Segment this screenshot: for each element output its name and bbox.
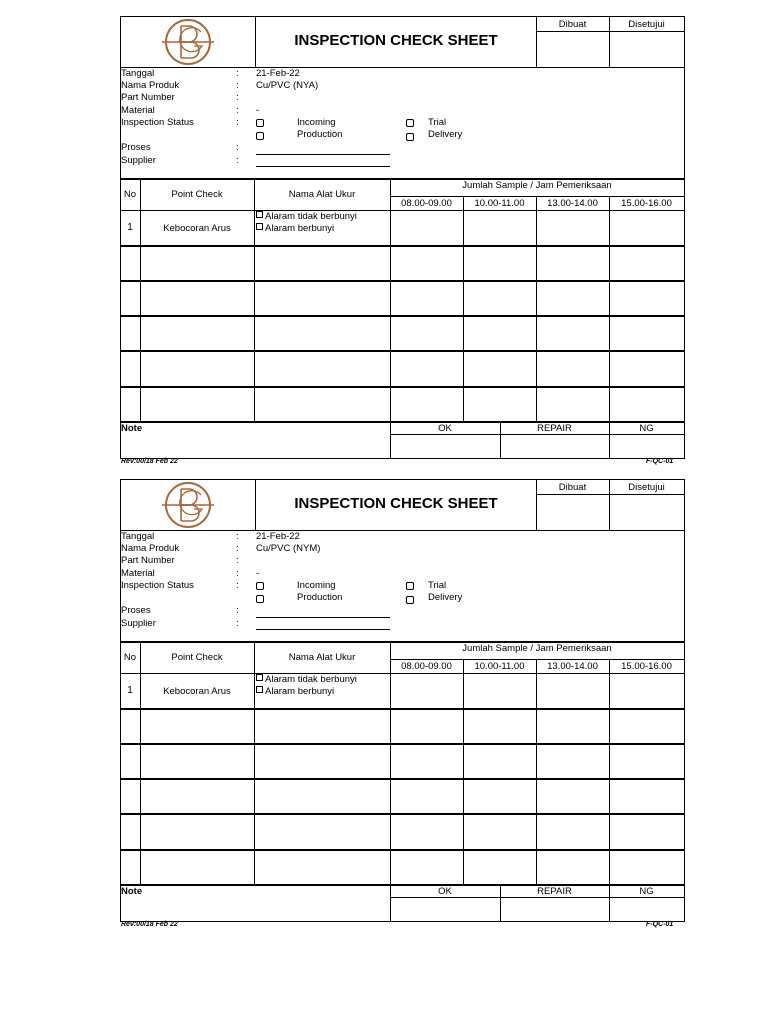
note-label: Note	[121, 423, 143, 434]
production-checkbox[interactable]	[256, 595, 264, 603]
field-value-material[interactable]: -	[256, 105, 260, 116]
time-header: 08.00-09.00	[401, 661, 452, 672]
note-label: Note	[121, 886, 143, 897]
col-point-header: Point Check	[171, 652, 223, 663]
field-sep: :	[236, 568, 239, 579]
option-checkbox[interactable]	[256, 674, 263, 681]
option-checkbox[interactable]	[256, 223, 263, 230]
field-label-nama-produk: Nama Produk	[121, 543, 180, 554]
trial-label: Trial	[428, 117, 447, 128]
col-tool-header: Nama Alat Ukur	[288, 189, 356, 200]
col-no-header: No	[123, 189, 137, 200]
field-label-proses: Proses	[121, 142, 151, 153]
proses-field-line[interactable]	[256, 617, 390, 618]
production-label: Production	[297, 129, 343, 140]
option-checkbox[interactable]	[256, 211, 263, 218]
field-sep: :	[236, 618, 239, 629]
field-value-material[interactable]: -	[256, 568, 260, 579]
delivery-label: Delivery	[428, 592, 463, 603]
dibuat-label: Dibuat	[558, 482, 587, 493]
tool-option-2-label: Alaram berbunyi	[265, 686, 335, 697]
inspection-sheet	[0, 0, 768, 465]
sheet-frame	[120, 16, 685, 459]
proses-field-line[interactable]	[256, 154, 390, 155]
field-value-tanggal[interactable]: 21-Feb-22	[256, 68, 300, 79]
field-value-nama-produk[interactable]: Cu/PVC (NYM)	[256, 543, 321, 554]
field-value-tanggal[interactable]: 21-Feb-22	[256, 531, 300, 542]
field-sep: :	[236, 605, 239, 616]
trial-label: Trial	[428, 580, 447, 591]
field-value-nama-produk[interactable]: Cu/PVC (NYA)	[256, 80, 319, 91]
logo-icon	[160, 481, 216, 529]
tool-option-1-label: Alaram tidak berbunyi	[265, 674, 357, 685]
incoming-checkbox[interactable]	[256, 582, 264, 590]
company-logo	[160, 18, 216, 66]
field-sep: :	[236, 80, 239, 91]
revision-text: Rev:00/18 Feb 22	[121, 458, 178, 465]
ok-label: OK	[438, 423, 452, 434]
row-no: 1	[127, 685, 133, 696]
revision-text: Rev:00/18 Feb 22	[121, 921, 178, 928]
row-no: 1	[127, 222, 133, 233]
tool-option-1[interactable]	[256, 211, 357, 222]
field-label-proses: Proses	[121, 605, 151, 616]
tool-option-1[interactable]	[256, 674, 357, 685]
col-sample-header: Jumlah Sample / Jam Pemeriksaan	[462, 643, 612, 654]
production-label: Production	[297, 592, 343, 603]
repair-label: REPAIR	[537, 423, 572, 434]
inspection-sheet	[0, 463, 768, 928]
logo-icon	[160, 18, 216, 66]
delivery-checkbox[interactable]	[406, 596, 414, 604]
tool-option-2[interactable]	[256, 686, 334, 697]
delivery-checkbox[interactable]	[406, 133, 414, 141]
time-header: 13.00-14.00	[547, 198, 598, 209]
trial-checkbox[interactable]	[406, 119, 414, 127]
row-point-check: Kebocoran Arus	[163, 223, 231, 234]
col-tool-header: Nama Alat Ukur	[288, 652, 356, 663]
page-title: INSPECTION CHECK SHEET	[294, 495, 498, 512]
supplier-field-line[interactable]	[256, 629, 390, 630]
trial-checkbox[interactable]	[406, 582, 414, 590]
field-sep: :	[236, 543, 239, 554]
ok-label: OK	[438, 886, 452, 897]
field-label-nama-produk: Nama Produk	[121, 80, 180, 91]
col-sample-header: Jumlah Sample / Jam Pemeriksaan	[462, 180, 612, 191]
production-checkbox[interactable]	[256, 132, 264, 140]
row-point-check: Kebocoran Arus	[163, 686, 231, 697]
incoming-label: Incoming	[297, 580, 336, 591]
supplier-field-line[interactable]	[256, 166, 390, 167]
disetujui-label: Disetujui	[628, 19, 665, 30]
page-title: INSPECTION CHECK SHEET	[294, 32, 498, 49]
ng-label: NG	[639, 423, 654, 434]
field-label-tanggal: Tanggal	[121, 531, 155, 542]
tool-option-2-label: Alaram berbunyi	[265, 223, 335, 234]
field-sep: :	[236, 531, 239, 542]
incoming-checkbox[interactable]	[256, 119, 264, 127]
delivery-label: Delivery	[428, 129, 463, 140]
time-header: 15.00-16.00	[621, 661, 672, 672]
col-no-header: No	[123, 652, 137, 663]
time-header: 13.00-14.00	[547, 661, 598, 672]
incoming-label: Incoming	[297, 117, 336, 128]
field-label-inspection-status: Inspection Status	[121, 580, 194, 591]
field-label-supplier: Supplier	[121, 618, 156, 629]
time-header: 08.00-09.00	[401, 198, 452, 209]
time-header: 10.00-11.00	[474, 661, 525, 672]
field-label-part-number: Part Number	[121, 555, 175, 566]
field-label-tanggal: Tanggal	[121, 68, 155, 79]
col-point-header: Point Check	[171, 189, 223, 200]
field-sep: :	[236, 105, 239, 116]
field-label-supplier: Supplier	[121, 155, 156, 166]
company-logo	[160, 481, 216, 529]
field-sep: :	[236, 68, 239, 79]
field-label-part-number: Part Number	[121, 92, 175, 103]
field-sep: :	[236, 580, 239, 591]
form-code: F-QC-01	[646, 921, 674, 928]
field-sep: :	[236, 555, 239, 566]
time-header: 10.00-11.00	[474, 198, 525, 209]
field-sep: :	[236, 117, 239, 128]
tool-option-2[interactable]	[256, 223, 334, 234]
form-code: F-QC-01	[646, 458, 674, 465]
field-sep: :	[236, 92, 239, 103]
dibuat-label: Dibuat	[558, 19, 587, 30]
repair-label: REPAIR	[537, 886, 572, 897]
field-sep: :	[236, 142, 239, 153]
field-label-inspection-status: Inspection Status	[121, 117, 194, 128]
sheet-frame	[120, 479, 685, 922]
option-checkbox[interactable]	[256, 686, 263, 693]
field-sep: :	[236, 155, 239, 166]
tool-option-1-label: Alaram tidak berbunyi	[265, 211, 357, 222]
field-label-material: Material	[121, 105, 155, 116]
ng-label: NG	[639, 886, 654, 897]
disetujui-label: Disetujui	[628, 482, 665, 493]
field-label-material: Material	[121, 568, 155, 579]
time-header: 15.00-16.00	[621, 198, 672, 209]
